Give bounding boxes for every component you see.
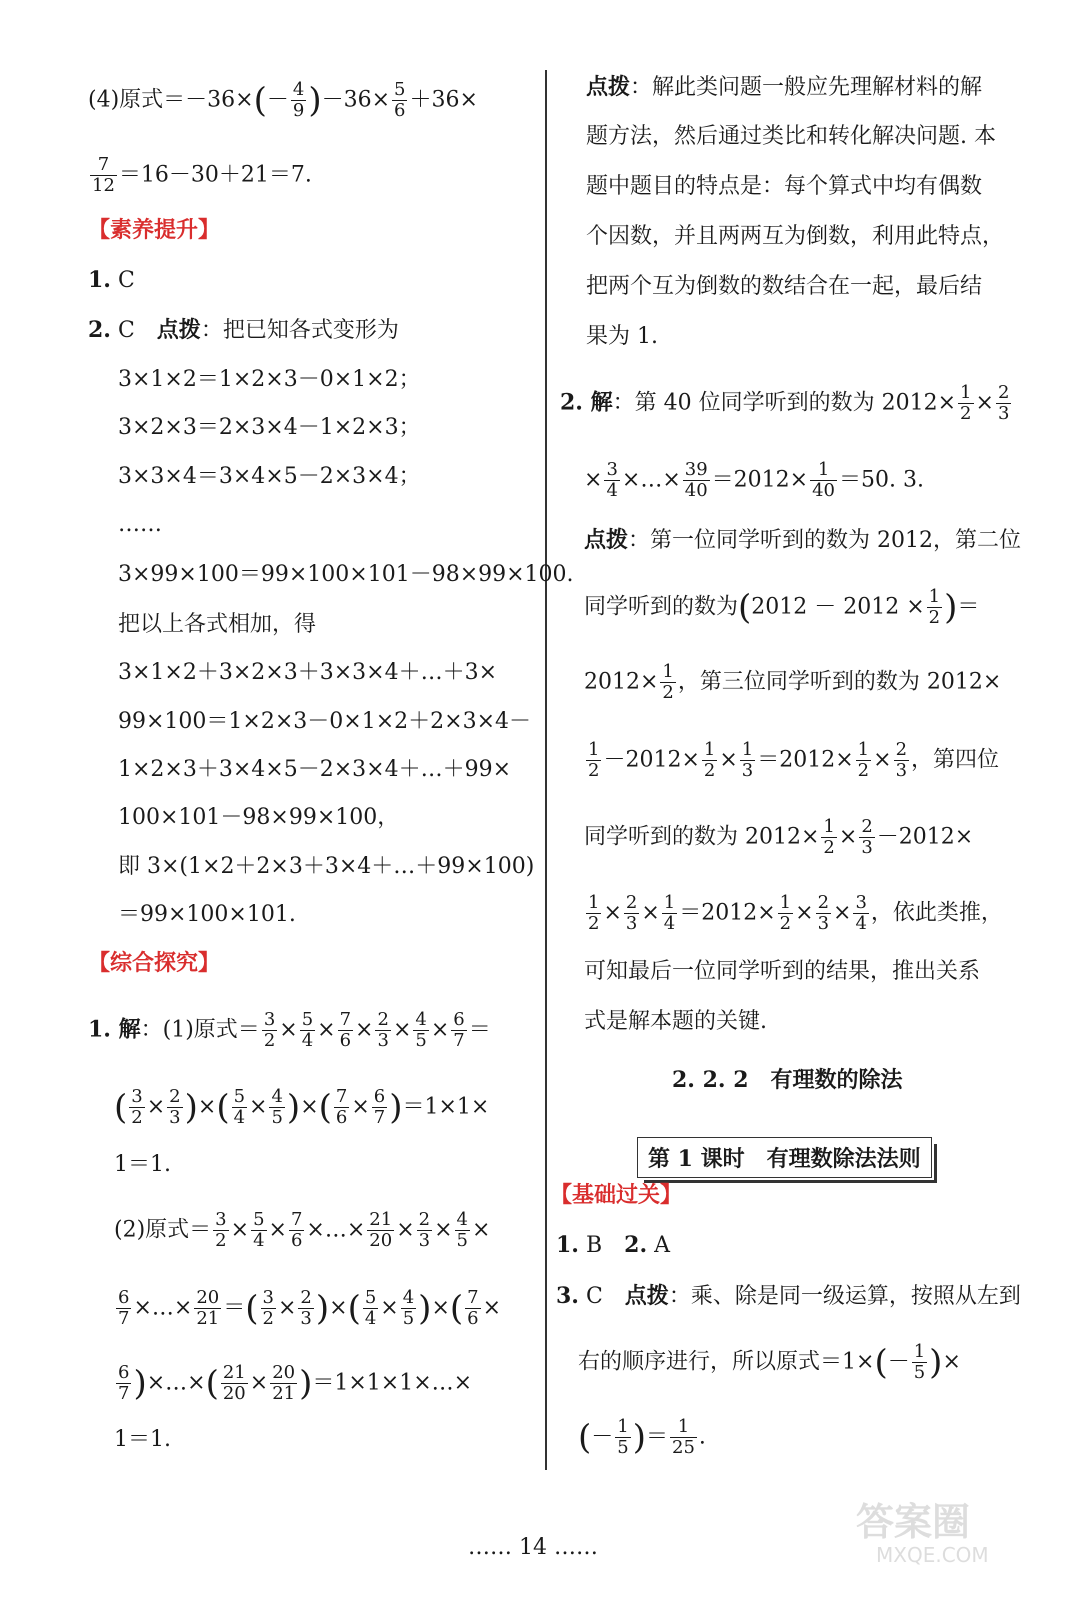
left-col-line-7: 3×3×4＝3×4×5－2×3×4； [118, 464, 421, 489]
right-col-line-20: 右的顺序进行，所以原式＝1×(－ $\frac{1}{5}$ )× [578, 1341, 961, 1383]
left-col-line-16: ＝99×100×101. [118, 902, 296, 927]
right-col-line-11: $\frac{1}{2}$ －2012× $\frac{1}{2}$ × $\frac{1}{3}$ ＝2012× $\frac{1}{2}$ × $\frac{2}{3}$ ，第四位 [588, 739, 1000, 781]
right-col-line-19: 3. C 点拨：乘、除是同一级运算，按照从左到 [556, 1283, 1021, 1309]
right-col-line-7: × $\frac{3}{4}$ ×…× $\frac{39}{40}$ ＝2012× $\frac{1}{40}$ ＝50. 3. [584, 459, 924, 501]
right-col-line-1: 题方法，然后通过类比和转化解决问题. 本 [586, 124, 996, 149]
left-col-line-3: 1. C [88, 267, 135, 293]
left-col-line-20: 1＝1. [114, 1152, 171, 1177]
svg-text:答案圈: 答案圈 [856, 1500, 971, 1544]
right-col-line-17: 【基础过关】 [550, 1182, 683, 1208]
right-col-line-3: 个因数，并且两两互为倒数，利用此特点， [586, 224, 1005, 249]
right-col-line-9: 同学听到的数为(2012 － 2012 × $\frac{1}{2}$ )＝ [584, 586, 980, 628]
left-col-line-6: 3×2×3＝2×3×4－1×2×3； [118, 415, 421, 440]
right-col-line-0: 点拨：解此类问题一般应先理解材料的解 [586, 74, 983, 100]
left-col-line-15: 即 3×(1×2＋2×3＋3×4＋…＋99×100) [118, 854, 535, 879]
left-col-line-8: …… [118, 512, 162, 537]
left-col-line-17: 【综合探究】 [88, 950, 221, 976]
right-col-line-12: 同学听到的数为 2012× $\frac{1}{2}$ × $\frac{2}{3}$ －2012× [584, 816, 974, 858]
svg-text:MXQE.COM: MXQE.COM [876, 1543, 989, 1567]
right-col-line-4: 把两个互为倒数的数结合在一起，最后结 [586, 274, 983, 299]
left-col-line-23: $\frac{6}{7}$ )×…×( $\frac{21}{20}$ × $\frac{20}{21}$ )＝1×1×1×…× [118, 1362, 473, 1404]
right-col-line-13: $\frac{1}{2}$ × $\frac{2}{3}$ × $\frac{1}{4}$ ＝2012× $\frac{1}{2}$ × $\frac{2}{3}$ × $\frac{3}{4}$ ，依此类推， [588, 892, 1003, 934]
left-col-line-9: 3×99×100＝99×100×101－98×99×100. [118, 562, 574, 587]
column-divider [545, 70, 547, 1470]
page-number: …… 14 …… [468, 1535, 598, 1560]
right-col-line-14: 可知最后一位同学听到的结果，推出关系 [584, 959, 981, 984]
left-col-line-21: (2)原式＝ $\frac{3}{2}$ × $\frac{5}{4}$ × $\frac{7}{6}$ ×…× $\frac{21}{20}$ × $\frac{2}{3}$ × $\frac{4}{5}$ × [114, 1209, 491, 1251]
left-col-line-12: 99×100＝1×2×3－0×1×2＋2×3×4－ [118, 709, 531, 734]
right-col-line-18: 1. B 2. A [556, 1232, 670, 1258]
left-col-line-13: 1×2×3＋3×4×5－2×3×4＋…＋99× [118, 757, 512, 782]
left-col-line-24: 1＝1. [114, 1427, 171, 1452]
left-col-line-1: $\frac{7}{12}$ ＝16－30＋21＝7. [92, 154, 312, 196]
right-col-line-21: (－ $\frac{1}{5}$ )＝ $\frac{1}{25}$ . [578, 1416, 706, 1458]
lesson-title: 第 1 课时 有理数除法法则 [648, 1146, 921, 1172]
right-col-line-8: 点拨：第一位同学听到的数为 2012，第二位 [584, 527, 1021, 553]
left-col-line-0: (4)原式＝－36×(－ $\frac{4}{9}$ )－36× $\frac{5}{6}$ ＋36× [88, 79, 478, 121]
left-col-line-4: 2. C 点拨：把已知各式变形为 [88, 317, 399, 343]
right-col-line-5: 果为 1. [586, 324, 658, 349]
left-col-line-19: ( $\frac{3}{2}$ × $\frac{2}{3}$ )×( $\frac{5}{4}$ × $\frac{4}{5}$ )×( $\frac{7}{6}$ × $\frac{6}{7}$ )＝1×1× [114, 1086, 490, 1128]
right-col-line-15: 式是解本题的关键. [584, 1009, 767, 1034]
left-col-line-11: 3×1×2＋3×2×3＋3×3×4＋…＋3× [118, 660, 498, 685]
right-col-line-2: 题中题目的特点是：每个算式中均有偶数 [586, 174, 983, 199]
watermark-logo [846, 1490, 1036, 1570]
left-col-line-14: 100×101－98×99×100， [118, 805, 400, 830]
left-col-line-18: 1. 解：(1)原式＝ $\frac{3}{2}$ × $\frac{5}{4}$ × $\frac{7}{6}$ × $\frac{2}{3}$ × $\frac{4}{5}$ × $\frac{6}{7}$ ＝ [88, 1009, 491, 1051]
left-col-line-10: 把以上各式相加，得 [118, 612, 317, 637]
right-col-line-10: 2012× $\frac{1}{2}$ ，第三位同学听到的数为 2012× [584, 661, 1002, 703]
right-col-line-6: 2. 解：第 40 位同学听到的数为 2012× $\frac{1}{2}$ × $\frac{2}{3}$ [560, 382, 1010, 424]
left-col-line-22: $\frac{6}{7}$ ×…× $\frac{20}{21}$ ＝( $\frac{3}{2}$ × $\frac{2}{3}$ )×( $\frac{5}{4}$ × $\frac{4}{5}$ )×( $\frac{7}{6}$ × [118, 1287, 502, 1329]
left-col-line-5: 3×1×2＝1×2×3－0×1×2； [118, 367, 421, 392]
left-col-line-2: 【素养提升】 [88, 217, 221, 243]
lesson-title-box [637, 1137, 932, 1178]
right-col-line-16: 2. 2. 2 有理数的除法 [672, 1067, 903, 1093]
